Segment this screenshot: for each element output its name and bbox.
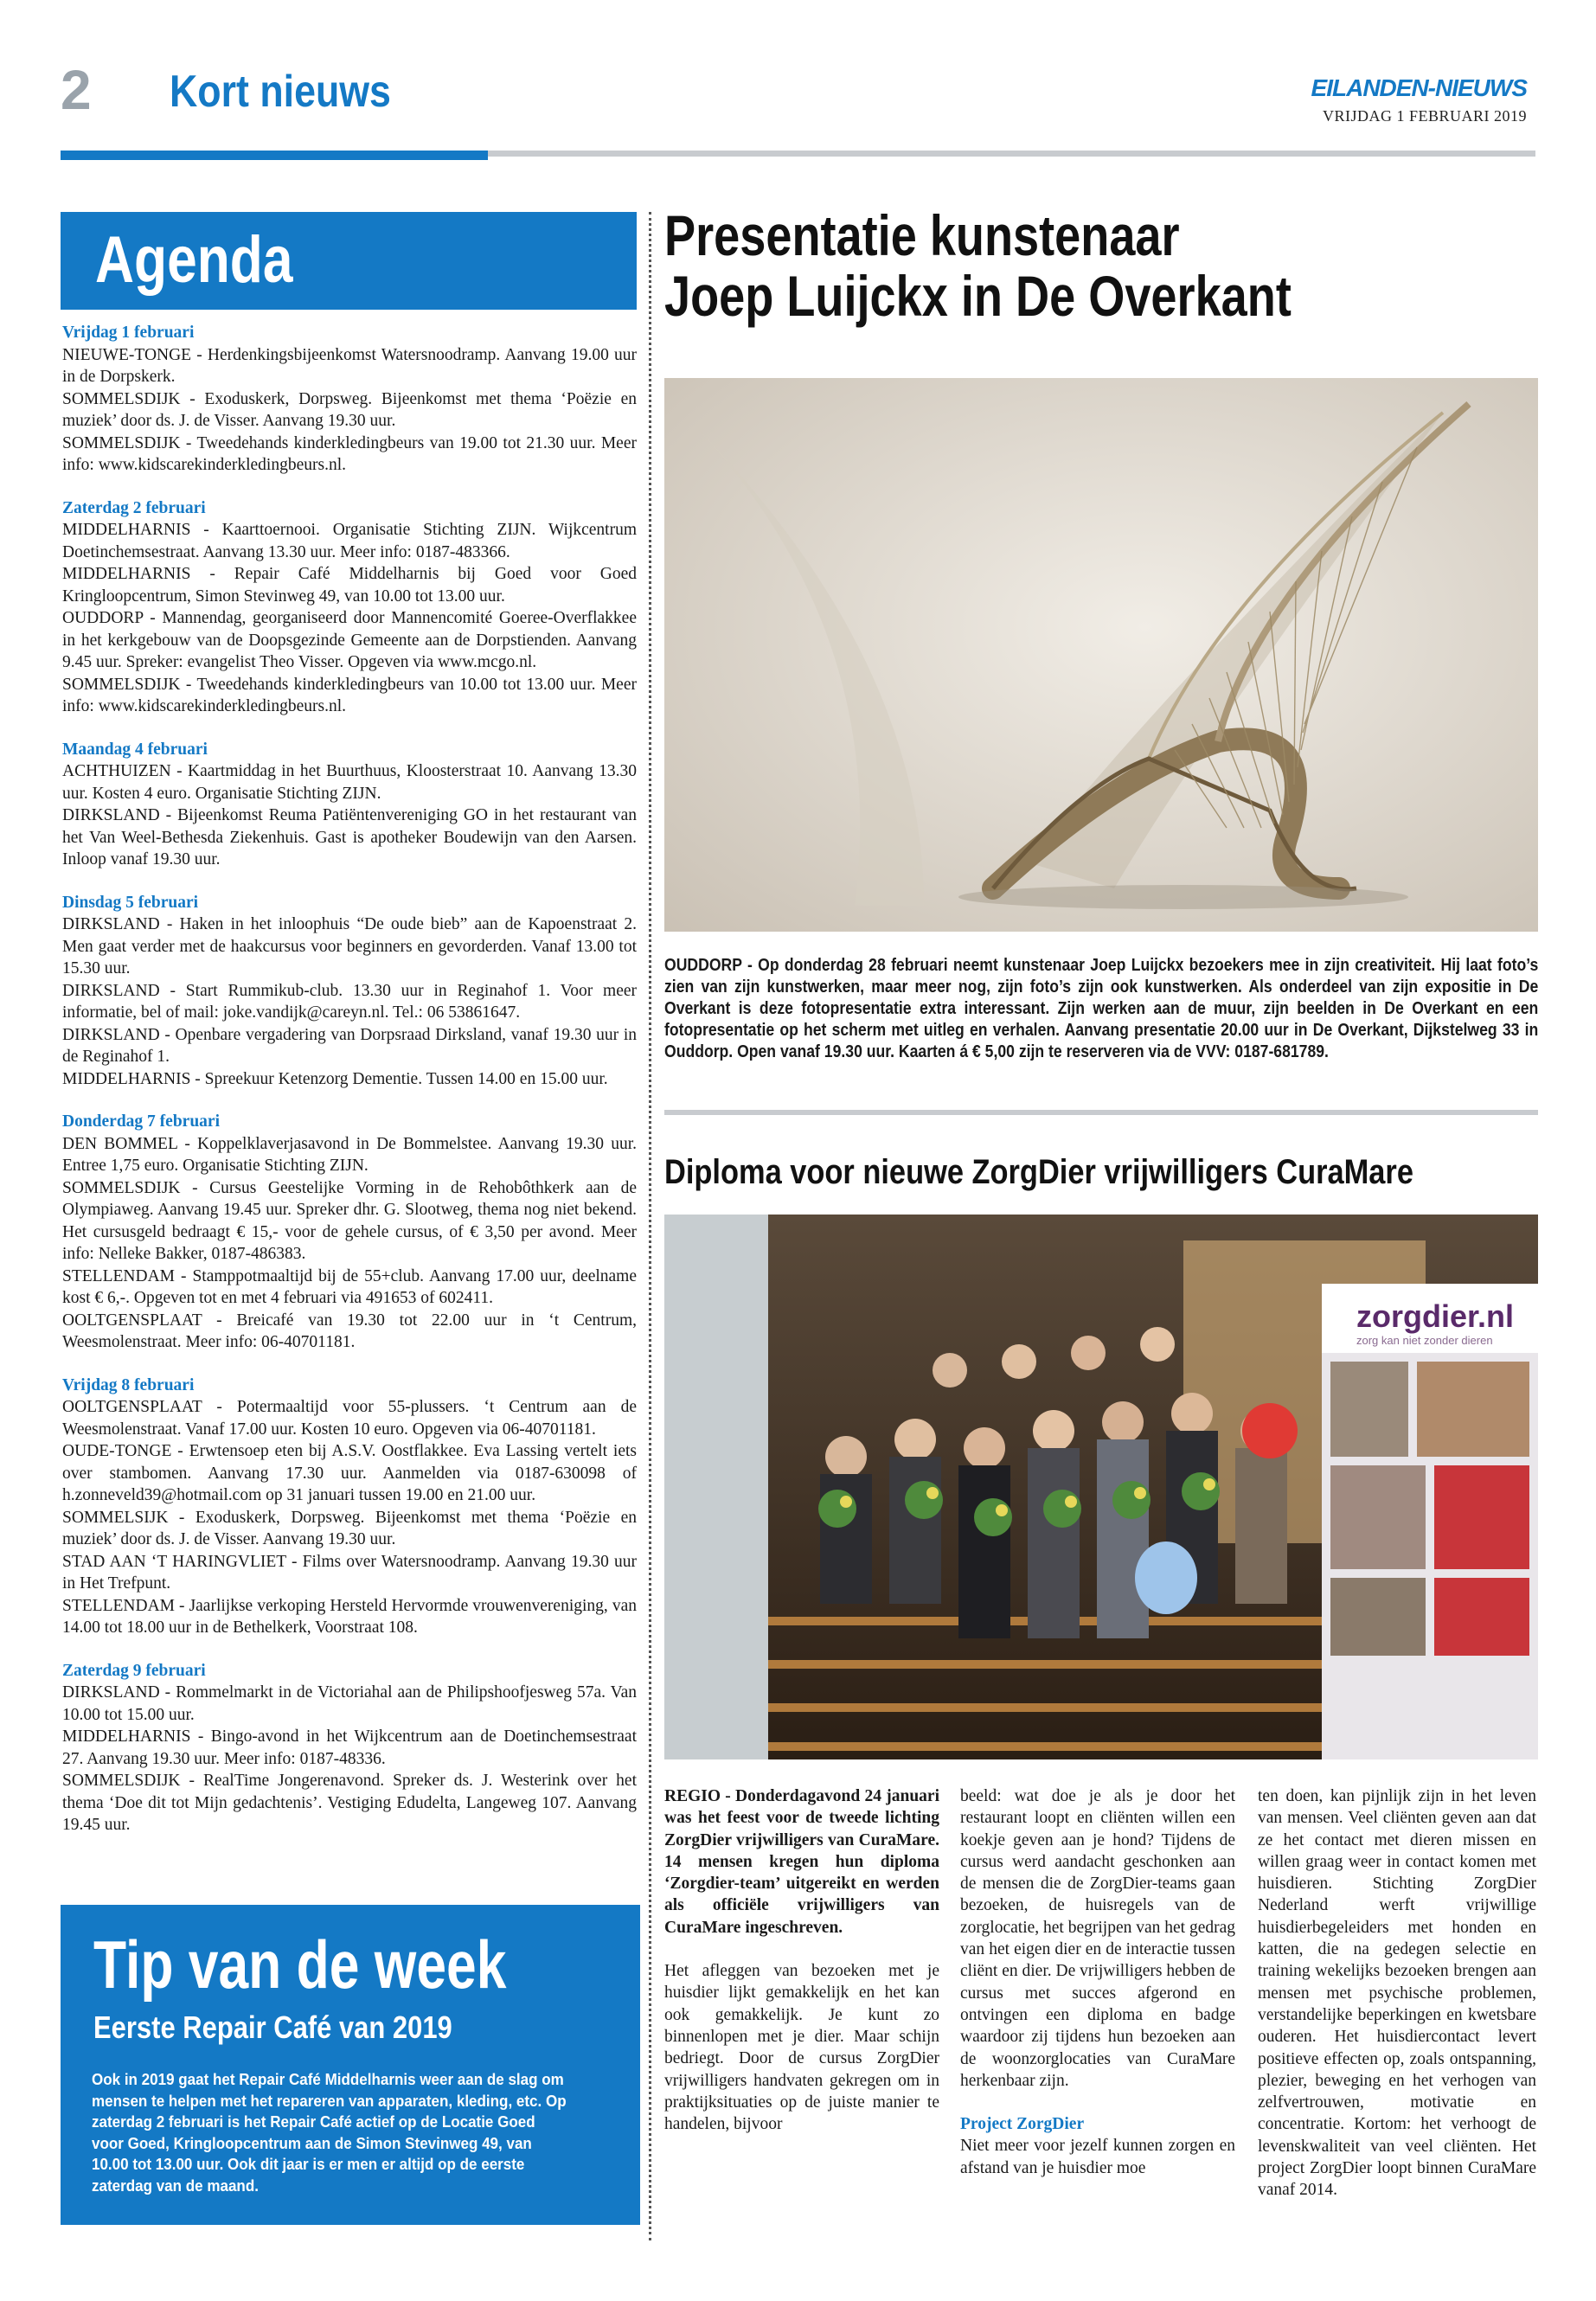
agenda-item: DIRKSLAND - Rommelmarkt in de Victoriahal aan de Philipshoofjesweg 57a. Van 10.00 tot 15.00 uur. bbox=[62, 1683, 637, 1724]
agenda-item: SOMMELSDIJK - Cursus Geestelijke Vorming in de Rehobôthkerk aan de Olympiaweg. Aanvang 19.45 uur. Spreker dhr. G. Slootweg, thema nog niet bekend. Het cursusgeld bedraagt € 15,- voor de gehele cursus, of € 3,50 per avond. Meer info: Nelleke Bakker, 0187-486383. bbox=[62, 1178, 637, 1263]
agenda-item: SOMMELSDIJK - Tweedehands kinderkledingbeurs van 19.00 tot 21.30 uur. Meer info: www.kidscarekinderkledingbeurs.nl. bbox=[62, 433, 637, 474]
article1-headline bbox=[664, 205, 1381, 326]
article2-paragraph1-part2: beeld: wat doe je als je door het restaurant loopt en cliënten willen een koekje geven aan je hond? Tijdens de cursus werd aandacht geschonken aan de mensen die de ZorgDier-teams gaan bezoeken, de huisregels van de zorglocatie, het begrijpen van het gedrag van het eigen dier en de interactie tussen cliënt en dier. De vrijwilligers hebben de cursus met succes afgerond en ontvingen een diploma en badge waardoor zij tijdens hun bezoeken aan de woonzorglocaties van CuraMare herkenbaar zijn. bbox=[960, 1787, 1236, 2090]
agenda-item: STAD AAN ‘T HARINGVLIET - Films over Watersnoodramp. Aanvang 19.30 uur in Het Trefpunt. bbox=[62, 1552, 637, 1593]
agenda-item: NIEUWE-TONGE - Herdenkingsbijeenkomst Watersnoodramp. Aanvang 19.00 uur in de Dorpskerk. bbox=[62, 345, 637, 386]
agenda-item: OOLTGENSPLAAT - Breicafé van 19.30 tot 22.00 uur in ‘t Centrum, Weesmolenstraat. Meer info: 06-40701181. bbox=[62, 1311, 637, 1351]
agenda-item: DIRKSLAND - Haken in het inloophuis “De oude bieb” aan de Kapoenstraat 2. Men gaat verder met de haakcursus voor beginners en gevorderden. Vanaf 13.00 tot 15.30 uur. bbox=[62, 915, 637, 977]
article1-headline-line1: Presentatie kunstenaar bbox=[664, 203, 1180, 267]
agenda-item: DIRKSLAND - Openbare vergadering van Dorpsraad Dirksland, vanaf 19.30 uur in de Reginahof 1. bbox=[62, 1025, 637, 1066]
agenda-item: MIDDELHARNIS - Bingo-avond in het Wijkcentrum aan de Doetinchemsestraat 27. Aanvang 19.30 uur. Meer info: 0187-48336. bbox=[62, 1727, 637, 1768]
agenda-day-title: Maandag 4 februari bbox=[62, 740, 208, 759]
agenda-day bbox=[62, 322, 637, 477]
article1-headline-line2: Joep Luijckx in De Overkant bbox=[664, 264, 1292, 328]
article2-lead: REGIO - Donderdagavond 24 januari was het feest voor de tweede lichting ZorgDier vrijwilligers van CuraMare. 14 mensen kregen hun diploma ‘Zorgdier-team’ uitgereikt en werden als officiële vrijwilligers van CuraMare ingeschreven. bbox=[664, 1787, 939, 1937]
banner-logo-text: zorgdier.nl bbox=[1356, 1298, 1515, 1334]
article-separator bbox=[664, 1110, 1538, 1115]
agenda-item: MIDDELHARNIS - Repair Café Middelharnis bij Goed voor Goed Kringloopcentrum, Simon Stevinweg 49, van 10.00 tot 13.00 uur. bbox=[62, 565, 637, 606]
agenda-day-title: Donderdag 7 februari bbox=[62, 1112, 220, 1131]
agenda-day-title: Vrijdag 8 februari bbox=[62, 1375, 195, 1394]
banner-tagline: zorg kan niet zonder dieren bbox=[1356, 1334, 1493, 1347]
agenda-day-title: Dinsdag 5 februari bbox=[62, 893, 199, 912]
agenda-day bbox=[62, 1375, 637, 1639]
agenda-item: SOMMELSIJK - Exoduskerk, Dorpsweg. Bijeenkomst met thema ‘Poëzie en muziek’ door ds. J. de Visser. Aanvang 19.30 uur. bbox=[62, 1508, 637, 1548]
agenda-day bbox=[62, 892, 637, 1091]
tip-box bbox=[61, 1905, 640, 2225]
tip-body: Ook in 2019 gaat het Repair Café Middelharnis weer aan de slag om mensen te helpen met het repareren van apparaten, kleding, etc. Op zaterdag 2 februari is het Repair Café actief op de Locatie Goed voor Goed, Kringloopcentrum aan de Simon Stevinweg 49, van 10.00 tot 13.00 uur. Ook dit jaar is er men er altijd op de eerste zaterdag van de maand. bbox=[92, 2070, 567, 2195]
article2-subhead: Project ZorgDier bbox=[960, 2115, 1085, 2134]
article2-column3 bbox=[1258, 1785, 1536, 2202]
agenda-item: SOMMELSDIJK - RealTime Jongerenavond. Spreker ds. J. Westerink over het thema ‘Doe dit tot Mijn gedachtenis’. Vestiging Edudelta, Langeweg 107. Aanvang 19.45 uur. bbox=[62, 1772, 637, 1834]
article2-paragraph2-part2: ten doen, kan pijnlijk zijn in het leven van mensen. Veel cliënten geven aan dat ze het contact met dieren missen en willen graag weer in contact komen met huisdieren. Stichting ZorgDier Nederland werft vrijwillige huisdierbegeleiders met honden en katten, die na gedegen selectie en training wekelijks bezoeken brengen aan mensen met psychische problemen, verstandelijke beperkingen en kwetsbare ouderen. Het huisdiercontact levert positieve effecten op, zoals ontspanning, plezier, beweging en het verhogen van zelfvertrouwen, motivatie en concentratie. Kortom: het verhoogt de levenskwaliteit van veel cliënten. Het project ZorgDier loopt binnen CuraMare vanaf 2014. bbox=[1258, 1787, 1536, 2200]
article2-headline: Diploma voor nieuwe ZorgDier vrijwilligers CuraMare bbox=[664, 1153, 1413, 1191]
agenda-item: DIRKSLAND - Start Rummikub-club. 13.30 uur in Reginahof 1. Voor meer informatie, bel of mail: joke.vandijk@careyn.nl. Tel.: 06 53861647. bbox=[62, 981, 637, 1022]
agenda-item: STELLENDAM - Stamppotmaaltijd bij de 55+club. Aanvang 17.00 uur, deelname kost € 6,-. Opgeven tot en met 4 februari via 491653 of 602411. bbox=[62, 1266, 637, 1307]
agenda-header bbox=[61, 212, 637, 310]
agenda-item: OUDDORP - Mannendag, georganiseerd door Mannencomité Goeree-Overflakkee in het kerkgebouw van de Doopsgezinde Gemeente aan de Dorpstienden. Aanvang 9.45 uur. Spreker: evangelist Theo Visser. Opgeven via www.mcgo.nl. bbox=[62, 609, 637, 671]
agenda-day bbox=[62, 1660, 637, 1836]
header-accent-rule bbox=[61, 151, 488, 160]
issue-date: VRIJDAG 1 FEBRUARI 2019 bbox=[1322, 107, 1527, 125]
agenda-item: DEN BOMMEL - Koppelklaverjasavond in De Bommelstee. Aanvang 19.30 uur. Entree 1,75 euro. Organisatie Stichting ZIJN. bbox=[62, 1134, 637, 1175]
agenda-day bbox=[62, 1111, 637, 1354]
article2-paragraph1-part1: Het afleggen van bezoeken met je huisdier lijkt gemakkelijk en het kan ook gemakkelijk. Je kunt zo binnenlopen met je dier. Maar schijn bedriegt. Door de cursus ZorgDier vrijwilligers handvaten gekregen om in praktijksituaties op de juiste manier te handelen, bijvoor bbox=[664, 1962, 939, 2134]
agenda-title: Agenda bbox=[95, 223, 293, 297]
agenda-item: STELLENDAM - Jaarlijkse verkoping Hersteld Hervormde vrouwenvereniging, van 14.00 tot 18.00 uur in de Bethelkerk, Voorstraat 108. bbox=[62, 1596, 637, 1637]
page-number: 2 bbox=[61, 59, 92, 121]
agenda-list bbox=[62, 322, 637, 1857]
agenda-item: MIDDELHARNIS - Kaarttoernooi. Organisatie Stichting ZIJN. Wijkcentrum Doetinchemsestraat. Aanvang 13.30 uur. Meer info: 0187-483366. bbox=[62, 521, 637, 561]
agenda-item: OUDE-TONGE - Erwtensoep eten bij A.S.V. Oostflakkee. Eva Lassing vertelt iets over stambomen. Aanvang 17.30 uur. Aanmelden via 0187-630098 of h.zonneveld39@hotmail.com op 31 januari tussen 19.00 en 21.00 uur. bbox=[62, 1442, 637, 1504]
masthead-logo: EILANDEN-NIEUWS bbox=[1311, 74, 1527, 101]
agenda-day bbox=[62, 497, 637, 718]
section-title: Kort nieuws bbox=[170, 67, 391, 117]
tip-title: Tip van de week bbox=[93, 1926, 507, 2003]
agenda-item: SOMMELSDIJK - Exoduskerk, Dorpsweg. Bijeenkomst met thema ‘Poëzie en muziek’ door ds. J. de Visser. Aanvang 19.30 uur. bbox=[62, 389, 637, 430]
article2-column2 bbox=[960, 1785, 1235, 2179]
column-divider bbox=[649, 212, 651, 2240]
agenda-item: DIRKSLAND - Bijeenkomst Reuma Patiëntenvereniging GO in het restaurant van het Van Weel-Bethesda Ziekenhuis. Gast is apotheker Boudewijn van den Aarsen. Inloop vanaf 19.30 uur. bbox=[62, 806, 637, 868]
tip-subtitle: Eerste Repair Café van 2019 bbox=[93, 2009, 452, 2045]
agenda-day-title: Zaterdag 2 februari bbox=[62, 498, 206, 517]
agenda-day bbox=[62, 739, 637, 871]
agenda-item: OOLTGENSPLAAT - Potermaaltijd voor 55-plussers. ‘t Centrum aan de Weesmolenstraat. Vanaf 17.00 uur. Kosten 10 euro. Opgeven via 06-40701181. bbox=[62, 1398, 637, 1439]
agenda-item: SOMMELSDIJK - Tweedehands kinderkledingbeurs van 10.00 tot 13.00 uur. Meer info: www.kidscarekinderkledingbeurs.nl. bbox=[62, 675, 637, 715]
group-photo bbox=[664, 1215, 1538, 1759]
agenda-item: ACHTHUIZEN - Kaartmiddag in het Buurthuus, Kloosterstraat 10. Aanvang 13.30 uur. Kosten 4 euro. Organisatie Stichting ZIJN. bbox=[62, 762, 637, 803]
agenda-item: MIDDELHARNIS - Spreekuur Ketenzorg Dementie. Tussen 14.00 en 15.00 uur. bbox=[62, 1069, 608, 1088]
sculpture-photo bbox=[664, 378, 1538, 932]
agenda-day-title: Zaterdag 9 februari bbox=[62, 1661, 206, 1680]
article2-column1 bbox=[664, 1785, 939, 2135]
article2-paragraph2-part1: Niet meer voor jezelf kunnen zorgen en afstand van je huisdier moe bbox=[960, 2137, 1235, 2177]
agenda-day-title: Vrijdag 1 februari bbox=[62, 324, 195, 342]
article1-body: OUDDORP - Op donderdag 28 februari neemt kunstenaar Joep Luijckx bezoekers mee in zijn creativiteit. Hij laat foto’s zien van zijn kunstwerken, maar meer nog, zijn foto’s zijn ook kunstwerken. Als onderdeel van zijn expositie in De Overkant is deze fotopresentatie extra interessant. Zijn werken aan de muur, zijn beelden in De Overkant en een fotopresentatie op het scherm met uitleg en verhalen. Aanvang presentatie 20.00 uur in De Overkant, Dijkstelweg 33 in Ouddorp. Open vanaf 19.30 uur. Kaarten á € 5,00 zijn te reserveren via de VVV: 0187-681789. bbox=[664, 956, 1539, 1061]
